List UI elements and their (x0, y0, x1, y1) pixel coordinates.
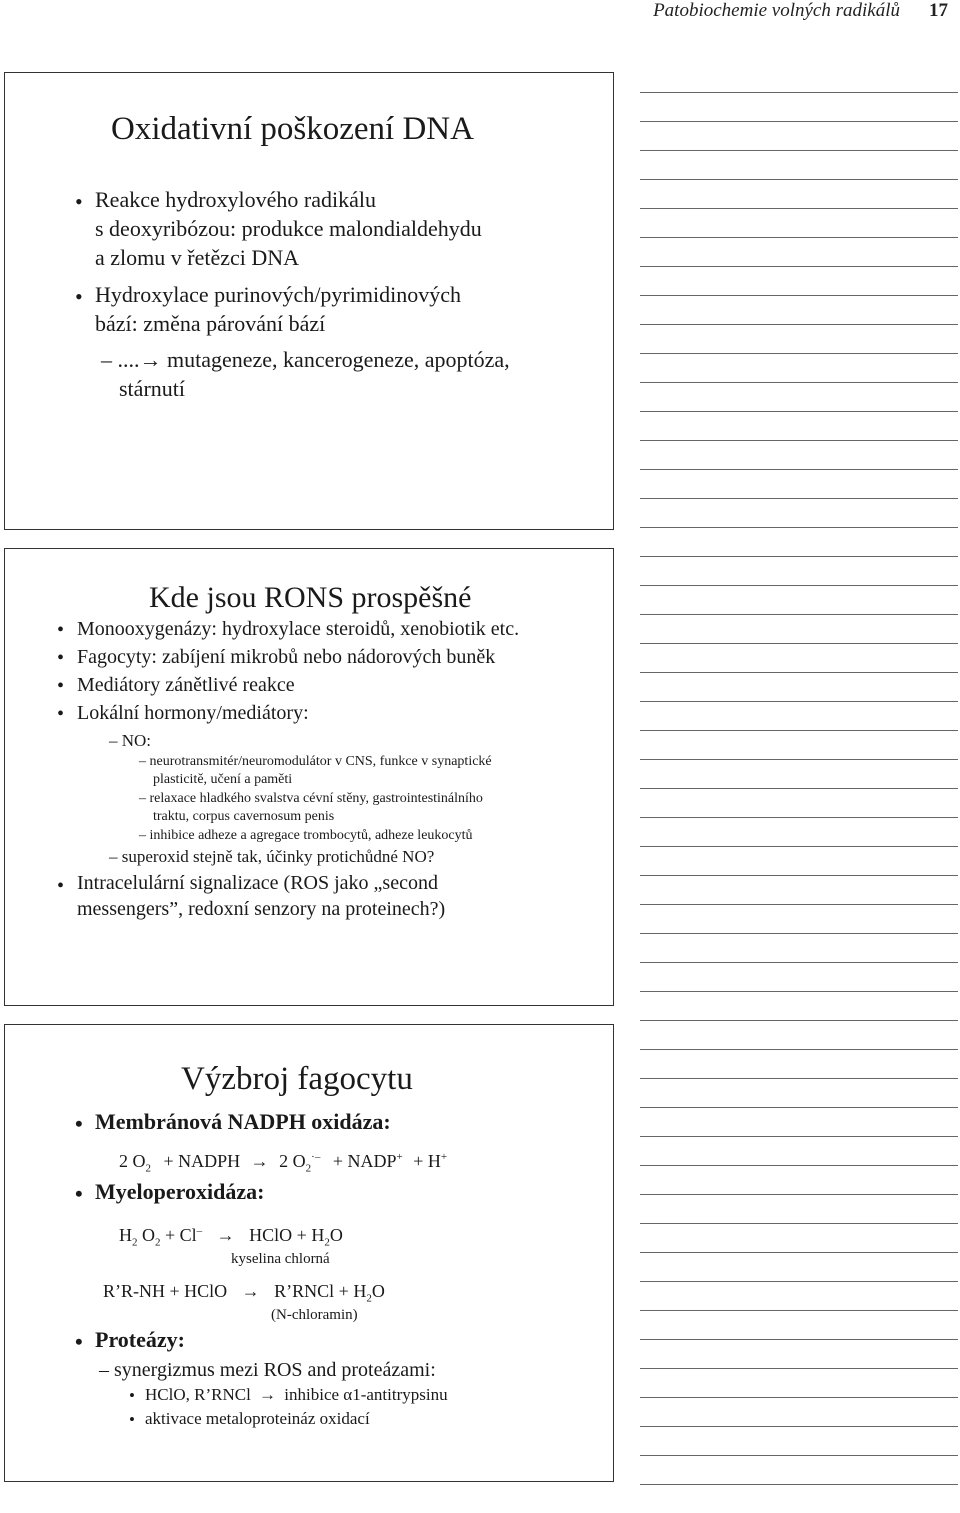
note-line (640, 672, 958, 673)
sub-bullet: – synergizmus mezi ROS and proteázami: (99, 1359, 436, 1381)
arrow-icon: → (241, 1281, 260, 1301)
sub-bullet: – superoxid stejně tak, účinky protichůdné NO? (109, 847, 435, 866)
note-line (640, 846, 958, 847)
sub-bullet-no: – NO: (109, 731, 152, 750)
note-line (640, 817, 958, 818)
slide-rons-beneficial (4, 548, 614, 1006)
note-line (640, 1107, 958, 1108)
note-line (640, 411, 958, 412)
equation-nadph-oxidase: 2 $O_2$ + NADPH → 2 $O_2^{\cdot-}$ + NADP+ + H+ (119, 1151, 448, 1175)
arrow-icon: → (139, 347, 162, 372)
note-line (640, 150, 958, 151)
sub-bullet-prefix: – .... (101, 347, 140, 372)
caption-chloramine: (N-chloramin) (271, 1307, 358, 1323)
bullet-line: a zlomu v řetězci DNA (95, 245, 300, 270)
note-line (640, 1136, 958, 1137)
bullet-text-continuation: messengers”, redoxní senzory na proteinech?) (77, 898, 446, 920)
page-number: 17 (929, 0, 948, 21)
slide-dna-damage (4, 72, 614, 530)
note-line (640, 788, 958, 789)
bullet-marker: • (57, 675, 65, 697)
page-header (0, 0, 960, 26)
bullet-line: Reakce hydroxylového radikálu (95, 187, 377, 212)
bullet-line: Hydroxylace purinových/pyrimidinových (95, 282, 461, 307)
note-line (640, 1426, 958, 1427)
bullet-marker: • (57, 703, 65, 725)
note-line (640, 1252, 958, 1253)
sub-sub-bullet-continuation: traktu, corpus cavernosum penis (153, 809, 335, 824)
note-line (640, 962, 958, 963)
bullet-marker: • (75, 189, 83, 214)
note-line (640, 759, 958, 760)
note-line (640, 1020, 958, 1021)
sub-bullet-text: mutageneze, kancerogeneze, apoptóza, (161, 347, 510, 372)
note-line (640, 1310, 958, 1311)
note-line (640, 498, 958, 499)
bullet-marker: • (129, 1386, 135, 1405)
note-line (640, 1339, 958, 1340)
bullet-marker: • (75, 284, 83, 309)
note-line (640, 295, 958, 296)
note-line (640, 1078, 958, 1079)
slide-title: Oxidativní poškození DNA (111, 111, 474, 147)
bullet-marker: • (57, 875, 65, 897)
note-line (640, 527, 958, 528)
note-line (640, 1223, 958, 1224)
bullet-text: Intracelulární signalizace (ROS jako „second (77, 872, 438, 894)
note-line (640, 730, 958, 731)
bullet-marker: • (75, 1181, 83, 1206)
sub-sub-bullet: HClO, R’RNCl → inhibice α1-antitrypsinu (145, 1385, 448, 1404)
bullet-text: Fagocyty: zabíjení mikrobů nebo nádorových buněk (77, 646, 496, 668)
sub-sub-bullet: – neurotransmitér/neuromodulátor v CNS, funkce v synaptické (139, 754, 492, 769)
bullet-line: s deoxyribózou: produkce malondialdehydu (95, 216, 482, 241)
running-title: Patobiochemie volných radikálů (653, 0, 900, 21)
note-line (640, 875, 958, 876)
note-line (640, 701, 958, 702)
note-line (640, 1455, 958, 1456)
note-line (640, 266, 958, 267)
note-line (640, 324, 958, 325)
note-line (640, 382, 958, 383)
sub-sub-bullet-continuation: plasticitě, učení a paměti (153, 772, 293, 787)
bullet-marker: • (57, 619, 65, 641)
note-line (640, 904, 958, 905)
bullet-marker: • (75, 1111, 83, 1136)
equation-myeloperoxidase: $H_2$ $O_2 + Cl^-$ → HClO + $H_2O$ (119, 1225, 343, 1249)
bullet-text: Proteázy: (95, 1327, 185, 1352)
note-line (640, 440, 958, 441)
note-line (640, 1368, 958, 1369)
note-line (640, 179, 958, 180)
arrow-icon: → (250, 1151, 269, 1171)
slide-title: Kde jsou RONS prospěšné (149, 581, 472, 614)
equation-chloramine: R’R-NH + HClO → R’RNCl + $H_2O$ (103, 1281, 385, 1305)
sub-bullet-continuation: stárnutí (119, 376, 185, 401)
note-line (640, 1397, 958, 1398)
note-line (640, 92, 958, 93)
note-line (640, 614, 958, 615)
note-line (640, 585, 958, 586)
slide-phagocyte-arsenal (4, 1024, 614, 1482)
note-line (640, 556, 958, 557)
note-line (640, 353, 958, 354)
bullet-text: Monooxygenázy: hydroxylace steroidů, xenobiotik etc. (77, 618, 520, 640)
bullet-marker: • (129, 1410, 135, 1429)
bullet-marker: • (75, 1329, 83, 1354)
note-line (640, 1484, 958, 1485)
bullet-text: Mediátory zánětlivé reakce (77, 674, 295, 696)
sub-sub-bullet: aktivace metaloproteináz oxidací (145, 1409, 370, 1428)
note-line (640, 991, 958, 992)
bullet-line: bází: změna párování bází (95, 311, 326, 336)
note-line (640, 1281, 958, 1282)
notes-lines (640, 92, 958, 1513)
sub-bullet (101, 347, 510, 373)
arrow-icon: → (259, 1385, 277, 1404)
sub-sub-bullet: – relaxace hladkého svalstva cévní stěny, gastrointestinálního (139, 791, 483, 806)
note-line (640, 121, 958, 122)
note-line (640, 237, 958, 238)
bullet-text: Myeloperoxidáza: (95, 1179, 265, 1204)
bullet-text: Membránová NADPH oxidáza: (95, 1109, 391, 1134)
bullet-marker: • (57, 647, 65, 669)
sub-sub-bullet: – inhibice adheze a agregace trombocytů, adheze leukocytů (139, 828, 473, 843)
note-line (640, 1194, 958, 1195)
note-line (640, 1165, 958, 1166)
note-line (640, 1049, 958, 1050)
note-line (640, 933, 958, 934)
caption-hypochlorous-acid: kyselina chlorná (231, 1251, 330, 1267)
note-line (640, 643, 958, 644)
arrow-icon: → (216, 1225, 235, 1245)
note-line (640, 469, 958, 470)
note-line (640, 208, 958, 209)
slide-title: Výzbroj fagocytu (181, 1061, 413, 1097)
bullet-text: Lokální hormony/mediátory: (77, 702, 309, 724)
